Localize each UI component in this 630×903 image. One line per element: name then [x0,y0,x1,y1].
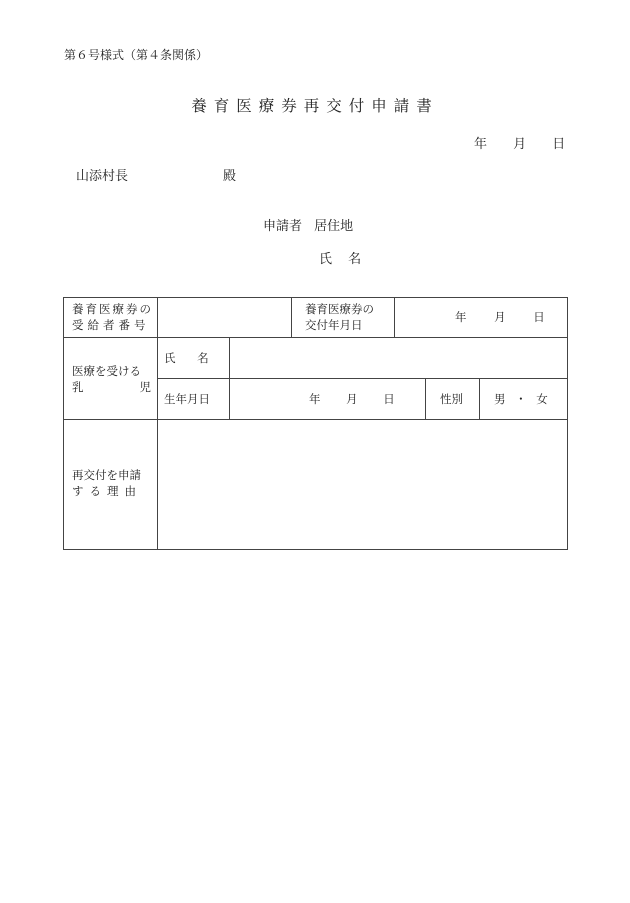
application-table [63,297,568,550]
infant-name-label: 氏 名 [164,351,209,365]
issue-date-field[interactable]: 年 月 日 [455,310,545,324]
addressee-name: 山添村長 [76,169,129,184]
recipient-number-label-line1: 養 育 医 療 券 の [72,302,151,316]
document-title: 養育医療券再交付申請書 [191,97,439,115]
form-number: 第６号様式（第４条関係） [64,48,209,62]
addressee-honorific: 殿 [223,169,237,184]
recipient-number-label [72,301,151,333]
table-border-left [63,297,64,550]
reason-field[interactable] [158,420,567,549]
applicant-name-label: 氏 名 [319,252,362,267]
applicant-address-label: 申請者 居住地 [263,219,354,234]
issue-date-label [305,301,385,333]
infant-label-line2: 乳 児 [72,380,151,394]
issue-date-label-line1: 養育医療券の [305,302,374,316]
infant-label [72,363,151,395]
sex-label: 性別 [440,392,463,406]
table-border-right [567,297,568,550]
reason-label-line1: 再交付を申請 [72,468,141,482]
birthdate-field[interactable]: 年 月 日 [309,392,395,406]
reason-label [72,467,151,499]
table-rule [425,378,426,419]
table-rule [394,297,395,337]
recipient-number-field[interactable] [158,298,291,337]
reason-label-line2: する理由 [72,484,142,498]
issue-date-label-line2: 交付年月日 [305,318,363,332]
table-rule [157,378,568,379]
sex-selector[interactable]: 男 ・ 女 [494,392,548,406]
birthdate-label: 生年月日 [164,392,210,406]
infant-name-field[interactable] [230,338,567,378]
table-border-bottom [63,549,568,550]
recipient-number-label-line2: 受給者番号 [72,318,150,332]
infant-label-line1: 医療を受ける [72,364,141,378]
table-rule [479,378,480,419]
application-date[interactable]: 年 月 日 [474,137,566,152]
table-border-top [63,297,568,298]
table-rule [291,297,292,337]
